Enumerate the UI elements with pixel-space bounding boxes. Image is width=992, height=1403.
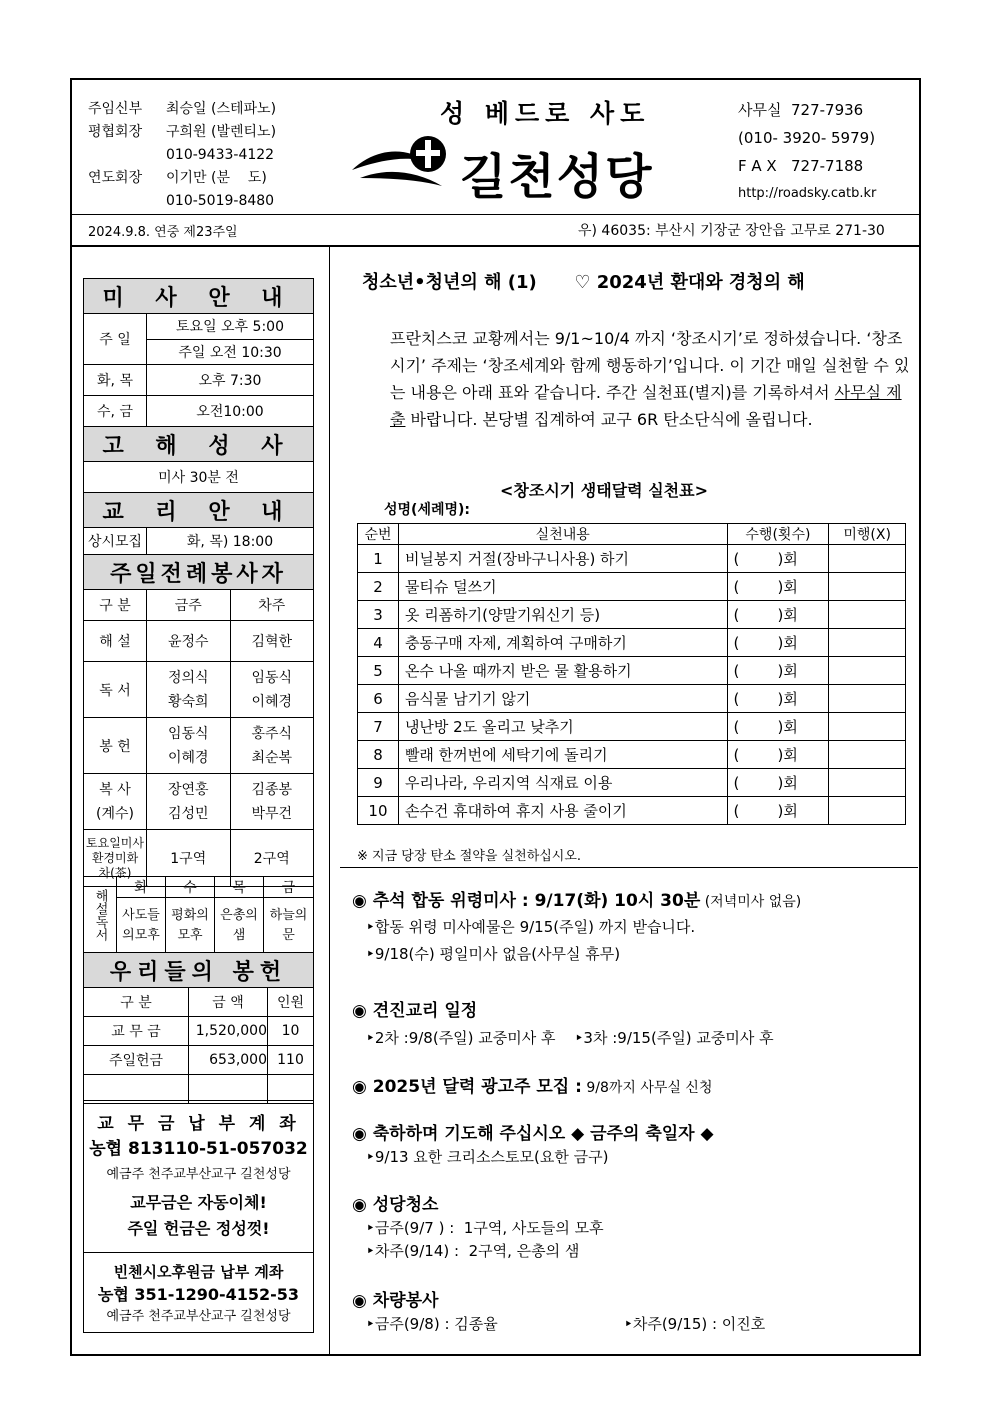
section-calendar-ads: ◉ 2025년 달력 광고주 모집 : 9/8까지 사무실 신청 — [352, 1077, 713, 1097]
weekday-readers-table: 해설독서 화 수 목 금 사도들의모후 평화의모후 은총의샘 하늘의문 — [83, 876, 314, 954]
parish-title: 길천성당 — [460, 149, 654, 205]
section-memorial-mass: ◉ 추석 합동 위령미사 : 9/17(화) 10시 30분 (저녁미사 없음) — [352, 891, 802, 911]
table-row: 3 옷 리폼하기(양말기워신기 등) ( )회 — [358, 601, 906, 629]
parish-address: 우) 46035: 부산시 기장군 장안읍 고무로 271-30 — [578, 223, 885, 239]
column-divider — [329, 245, 330, 1356]
bulletin-date: 2024.9.8. 연중 제23주일 — [88, 225, 238, 240]
table-row: 2 물티슈 덜쓰기 ( )회 — [358, 573, 906, 601]
name-label: 성명(세례명): — [384, 502, 471, 518]
section-feast-day: ◉ 축하하며 기도해 주십시오 ◆ 금주의 축일자 ◆ — [352, 1124, 714, 1144]
main-heading: 청소년•청년의 해 (1) ♡ 2024년 환대와 경청의 해 — [362, 272, 805, 293]
section-cleaning: ◉ 성당청소 — [352, 1195, 439, 1215]
section-confirmation: ◉ 견진교리 일정 — [352, 1001, 478, 1021]
confession-title: 고 해 성 사 — [84, 427, 314, 462]
table-row: 6 음식물 남기기 않기 ( )회 — [358, 685, 906, 713]
practice-table: 순번 실천내용 수행(횟수) 미행(X) 1 비닐봉지 거절(장바구니사용) 하기 ( )회 2 물티슈 덜쓰기 ( )회 3 옷 리폼하기(양말기워신기 등) ( )회 4 충동구매 자제, 계획하여 구매하기 ( )회 5 온수 나올 때까지 받은 물 활용하기 ( )회 6 음식물 남기기 않기 ( )회 7 냉난방 2도 올리고 낮추기 ( )회 8 빨래 한꺼번에 세탁기에 돌리기 ( )회 9 우리나라, 우리지역 식재료 이용 ( )회 10 손수건 휴대하여 휴지 사용 줄이기 ( )회 — [357, 523, 906, 825]
contact-info: 사무실 727-7936 (010- 3920- 5979) F A X 727-7188 http://roadsky.catb.kr — [738, 96, 876, 208]
divider — [340, 867, 918, 868]
divider — [70, 245, 921, 247]
table-row: 1 비닐봉지 거절(장바구니사용) 하기 ( )회 — [358, 545, 906, 573]
catechism-title: 교 리 안 내 — [84, 493, 314, 528]
offering-table: 우리들의 봉헌 구 분 금 액 인원 교 무 금 1,520,000 10 주일헌금 653,000 110 — [83, 952, 314, 1104]
table-row: 9 우리나라, 우리지역 식재료 이용 ( )회 — [358, 769, 906, 797]
offering-title: 우리들의 봉헌 — [84, 953, 314, 988]
table-row: 5 온수 나올 때까지 받은 물 활용하기 ( )회 — [358, 657, 906, 685]
section-driving: ◉ 차량봉사 — [352, 1291, 439, 1311]
servers-title: 주일전례봉사자 — [84, 555, 314, 590]
table-row: 7 냉난방 2도 올리고 낮추기 ( )회 — [358, 713, 906, 741]
note-text: ※ 지금 당장 탄소 절약을 실천하십시오. — [357, 849, 582, 864]
account-box: 교 무 금 납 부 계 좌 농협 813110-51-057032 예금주 천주교부산교구 길천성당 교무금은 자동이체! 주일 헌금은 정성껏! 빈첸시오후원금 납부 계좌 농협 351-1290-4152-53 예금주 천주교부산교구 길천성당 — [83, 1100, 314, 1333]
table-row: 8 빨래 한꺼번에 세탁기에 돌리기 ( )회 — [358, 741, 906, 769]
divider — [70, 214, 921, 215]
calendar-title: <창조시기 생태달력 실천표> — [500, 481, 708, 500]
sidebar-table: 미 사 안 내 주 일 토요일 오후 5:00 주일 오전 10:30 화, 목 오후 7:30 수, 금 오전10:00 고 해 성 사 미사 30분 전 교 리 안 내 상시모집 화, 목) 18:00 주일전례봉사자 구 분 금주 차주 해 설 윤정수 김혁한 독 서 정의식 황숙희 임동식 이혜경 봉 헌 임동식 이혜경 홍주식 최순복 복 사 (계수) 장연홍 김성민 김종봉 박무건 토요일미사 환경미화 차(茶) 1구역 2구역 — [83, 278, 314, 887]
homepage-link[interactable]: http://roadsky.catb.kr — [738, 186, 877, 201]
parish-subtitle: 성 베드로 사도 — [440, 99, 651, 128]
parish-logo-icon — [350, 128, 460, 198]
mass-title: 미 사 안 내 — [84, 279, 314, 314]
intro-text: 프란치스코 교황께서는 9/1~10/4 까지 ‘창조시기’로 정하셨습니다. ‘창조시기’ 주제는 ‘창조세계와 함께 행동하기’입니다. 이 기간 매일 실천할 수 있는 내용은 아래 표와 같습니다. 주간 실천표(별지)를 기록하셔서 사무실 제출 바랍니다. 본당별 집계하여 교구 6R 탄소단식에 올립니다. — [390, 329, 910, 429]
table-row: 4 충동구매 자제, 계획하여 구매하기 ( )회 — [358, 629, 906, 657]
staff-list: 주임신부 최승일 (스테파노) 평협회장 구희원 (발렌티노) 010-9433-4122 연도회장 이기만 (분 도) 010-5019-8480 — [88, 101, 277, 209]
table-row: 10 손수건 휴대하여 휴지 사용 줄이기 ( )회 — [358, 797, 906, 825]
